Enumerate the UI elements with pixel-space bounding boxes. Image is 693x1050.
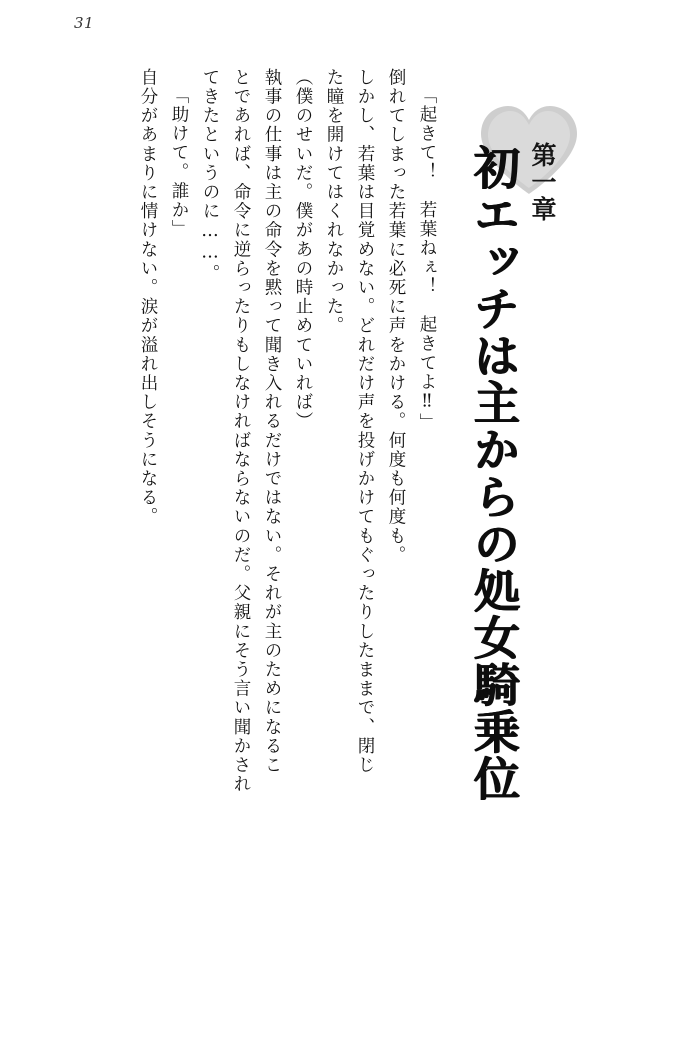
chapter-label: 第一章: [528, 142, 557, 223]
text-line: （僕のせいだ。僕があの時止めていれば）: [293, 68, 313, 431]
text-line: しかし、若葉は目覚めない。どれだけ声を投げかけてもぐったりしたままで、閉じ: [355, 68, 375, 775]
text-line: 「助けて。誰か」: [169, 86, 189, 239]
text-line: 自分があまりに情けない。涙が溢れ出しそうになる。: [138, 68, 158, 527]
body-text: [120, 68, 435, 970]
text-line: とであれば、命令に逆らったりもしなければならないのだ。父親にそう言い聞かされ: [231, 68, 251, 794]
text-line: 「起きて！ 若葉ねぇ！ 起きてよ‼」: [417, 86, 437, 433]
text-line: た瞳を開けてはくれなかった。: [324, 68, 344, 336]
text-line: てきたというのに……。: [200, 68, 220, 284]
chapter-heading-block: [441, 86, 561, 802]
page-number: 31: [74, 14, 95, 32]
text-line: 執事の仕事は主の命令を黙って聞き入れるだけではない。それが主のためになるこ: [262, 68, 282, 775]
chapter-title: 初エッチは主からの処女騎乗位: [467, 144, 521, 802]
text-line: 倒れてしまった若葉に必死に声をかける。何度も何度も。: [386, 68, 406, 565]
